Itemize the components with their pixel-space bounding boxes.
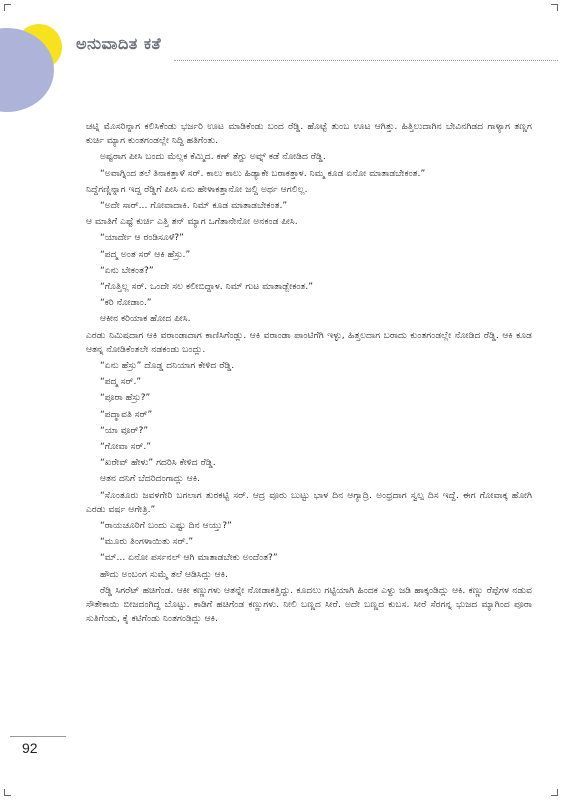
crop-mark-bottom-right (551, 789, 558, 796)
paragraph: “ಪದ್ಮ ಅಂತ ಸರ್ ಆಕಿ ಹೆಸ್ರು.” (100, 248, 191, 260)
decorative-circles (0, 0, 90, 120)
paragraph: ಅಷ್ಟರಾಗ ಪೀಸಿ ಬಂದು ಮೆಲ್ಲಕ ಕೆಮ್ಮಿದ. ಕಣ್ ತೆಗ್ದು ಅವ್ನ್ ಕಡೆ ನೋಡಿದ ರೆಡ್ಡಿ. (100, 151, 326, 163)
paragraph: “ಅದೇ ಸಾರ್... ಗೋವಾದಾಕಿ. ನಿಮ್ ಕೂಡ ಮಾತಾಡಬೇಕಂತ.” (100, 200, 288, 212)
paragraph: ಚಟ್ನಿ ಮೊಸರಿನ್ನಾಗ ಕಲಿಸಿಕೆಂಡು ಭರ್ಜರಿ ಊಟ ಮಾಡಿಕೆಂಡು ಬಂದ ರೆಡ್ಡಿ. ಹೊಟ್ಟೆ ತುಂಬ ಊಟ ಆಗಿತ್ತು. ಹಿತ್ತಿಲುದಾಗಿನ ಬೇವಿನಗಿಡದ ಗಾಳ್ಯಾಗ ತಣ್ಣಗ ಕುರ್ಚಿ ಮ್ಯಾಗ ಕುಂತಗಂಡಲ್ಲೇ ನಿದ್ದಿ ಹತಿಗೆಂತು. (86, 121, 532, 147)
paragraph: ಆ ಮಾತಿಗೆ ಎಷ್ಟೆ ಕುರ್ಚಿ ಎತ್ತಿ ತನ್ ಮ್ಯಾಗ ಒಗೆತಾನೇನೋ ಅನಕಂಡ ಪೀಸಿ. (86, 216, 298, 228)
footer-rule (10, 736, 66, 737)
page-number: 92 (22, 740, 38, 756)
paragraph: ರೆಡ್ಡಿ ಸಿಗರೆಟ್ ಹಚಿಗೆಂಡ. ಆಕೀ ಕಣ್ಣುಗಳು ಆತನ್ನೇ ನೋಡಾಕತ್ತಿದ್ದು. ಕೂದಲು ಗಟ್ಟಿಯಾಗಿ ಹಿಂದಕ ಎಳ್ದು ಜಡಿ ಹಾಕ್ಕಂಡಿದ್ಲು ಆಕಿ. ಕಣ್ಣು ರೆಪ್ಪೆಗಳ ನಡುವ ಸೌತೇಕಾಯಿ ಬೀಜದಂಗಿದ್ದ ಬೊಟ್ಟು. ಕಾಡಿಗೆ ಹಚಿಗೆಂಡ ಕಣ್ಣುಗಳು. ನೀಲಿ ಬಣ್ಣದ ಸೀರೆ. ಅದೇ ಬಣ್ಣದ ಕುಬಸ. ಸೀರೆ ಸೆರಗನ್ನ ಭುಜದ ಮ್ಯಾಗಿಂದ ಪೂರಾ ಸುತಿಗೆಂಡು, ಕೈ ಕಟಿಗೆಂಡು ನಿಂತಗಂಡಿದ್ಲು ಆಕಿ. (86, 584, 532, 625)
paragraph: “ಏನು ಬೇಕಂತ?” (100, 264, 154, 276)
paragraph: “ಖರೇವ್ ಹೇಳು” ಗದರಿಸಿ ಕೇಳಿದ ರೆಡ್ಡಿ. (100, 457, 216, 469)
crop-mark-bottom-left (4, 789, 11, 796)
section-title: ಅನುವಾದಿತ ಕತೆ (76, 34, 162, 53)
paragraph: ನಿದ್ದೆಗಣ್ಣಿನ್ನಾಗ ಇದ್ದ ರೆಡ್ಡಿಗೆ ಪೀಸಿ ಏನು ಹೇಳಾಕತ್ತಾನೋ ಜಲ್ದಿ ಅರ್ಥ ಆಗಲಿಲ್ಲ. (86, 183, 308, 195)
paragraph: “ಅವಾಗ್ನಿಂದ ತಲೆ ತಿನಾಕತ್ತಾಳೆ ಸರ್. ಕಾಲು ಕಾಲು ಹಿಡ್ಯಾಕೇ ಬರಾಕತ್ತಾಳ. ನಿಮ್ಮ ಕೂಡ ಏನೋ ಮಾತಾಡಬೇಕಂತ.” (100, 167, 426, 179)
paragraph: ಆತನ ದನಿಗೆ ಬೆದರಿದಂಗಾದ್ಲು ಆಕಿ. (100, 473, 201, 485)
paragraph: “ಕರಿ ನೋಡಾಂ.” (100, 297, 152, 309)
paragraph: ಎರಡು ನಿಮಿಷದಾಗ ಆಕಿ ವರಾಂಡಾದಾಗ ಕಾಣಿಸಿಗೆಂಡ್ಲು. ಆಕಿ ವರಾಂಡಾ ಪಾಂಟಿಗೆಗಿ ಇಳ್ಳು, ಹಿತ್ತಲದಾಗ ಬರಾದು ಕುಂತಗಂಡಲ್ಲೇ ನೋಡಿದ ರೆಡ್ಡಿ. ಆಕಿ ಕೂಡ ಆತನ್ನ ನೋಡಿಕೆಂತಲೇ ನಡಕಂಡು ಬಂದ್ಲು. (86, 329, 532, 355)
paragraph: “ಏನು ಹೆಸ್ರು” ದೊಡ್ಡ ದನಿಯಾಗ ಕೇಳಿದ ರೆಡ್ಡಿ. (100, 360, 235, 372)
crop-mark-top-right (551, 4, 558, 11)
paragraph: ಹೌದು ಅಂಬಂಗ ಸುಮ್ಮೆ ತಲೆ ಆಡಿಸಿದ್ಲು ಆಕಿ. (100, 568, 228, 580)
story-body (86, 120, 532, 629)
paragraph: “ಪೂರಾ ಹೆಸ್ರು?” (100, 392, 151, 404)
paragraph: ಆಕೀನ ಕರಿಯಾಕ ಹೋದ ಪೀಸಿ. (100, 313, 191, 325)
paragraph: “ಸೊಂತೂರು ಜವಳಗೇರಿ ಬಗಲಾಗ ತುರಕಟ್ಟಿ ಸರ್. ಆದ್ರ ವೂರು ಬುಟ್ಟು ಭಾಳ ದಿನ ಆಗ್ಯಾದ್ರಿ. ಅಂಧ್ರದಾಗ ಸ್ವಲ್ಪ ದಿಸ ಇದ್ದೆ. ಈಗ ಗೋವಾಕ್ಕ ಹೋಗಿ ಎರಡು ವರ್ಷ ಆಗೇತ್ರಿ.” (86, 489, 532, 515)
paragraph: “ಪದ್ಮ ಸರ್.” (100, 376, 142, 388)
paragraph: “ಯಾ ವೂರ್?” (100, 424, 149, 436)
paragraph: “ಗೋವಾ ಸರ್.” (100, 441, 152, 453)
paragraph: “ಯಾರ್ದೇ ಆ ರಂಡಿಸೂಳೆ?” (100, 232, 184, 244)
paragraph: “ಗೊತ್ತಿಲ್ಲ ಸರ್. ಒಂದೇ ಸಲ ಕಲೀಬಿದ್ದಾಳ. ನಿಮ್ ಗುಟ ಮಾತಾಡ್ಬೇಕಂತ.” (100, 281, 313, 293)
paragraph: “ಮ್... ಏನೋ ಪರ್ಸನಲ್ ಆಗಿ ಮಾತಾಡಬೇಕು ಅಂದೆಂತ?” (100, 552, 278, 564)
paragraph: “ಮೂರು ತಿಂಗಳಾಯಿತು ಸರ್.” (100, 536, 194, 548)
paragraph: “ಪದ್ಮಾವತಿ ಸರ್” (100, 408, 153, 420)
header-dotted-rule (174, 60, 558, 61)
paragraph: “ರಾಯಚೂರಿಗೆ ಬಂದು ಎಷ್ಟು ದಿನ ಆಯ್ತು?” (100, 520, 232, 532)
